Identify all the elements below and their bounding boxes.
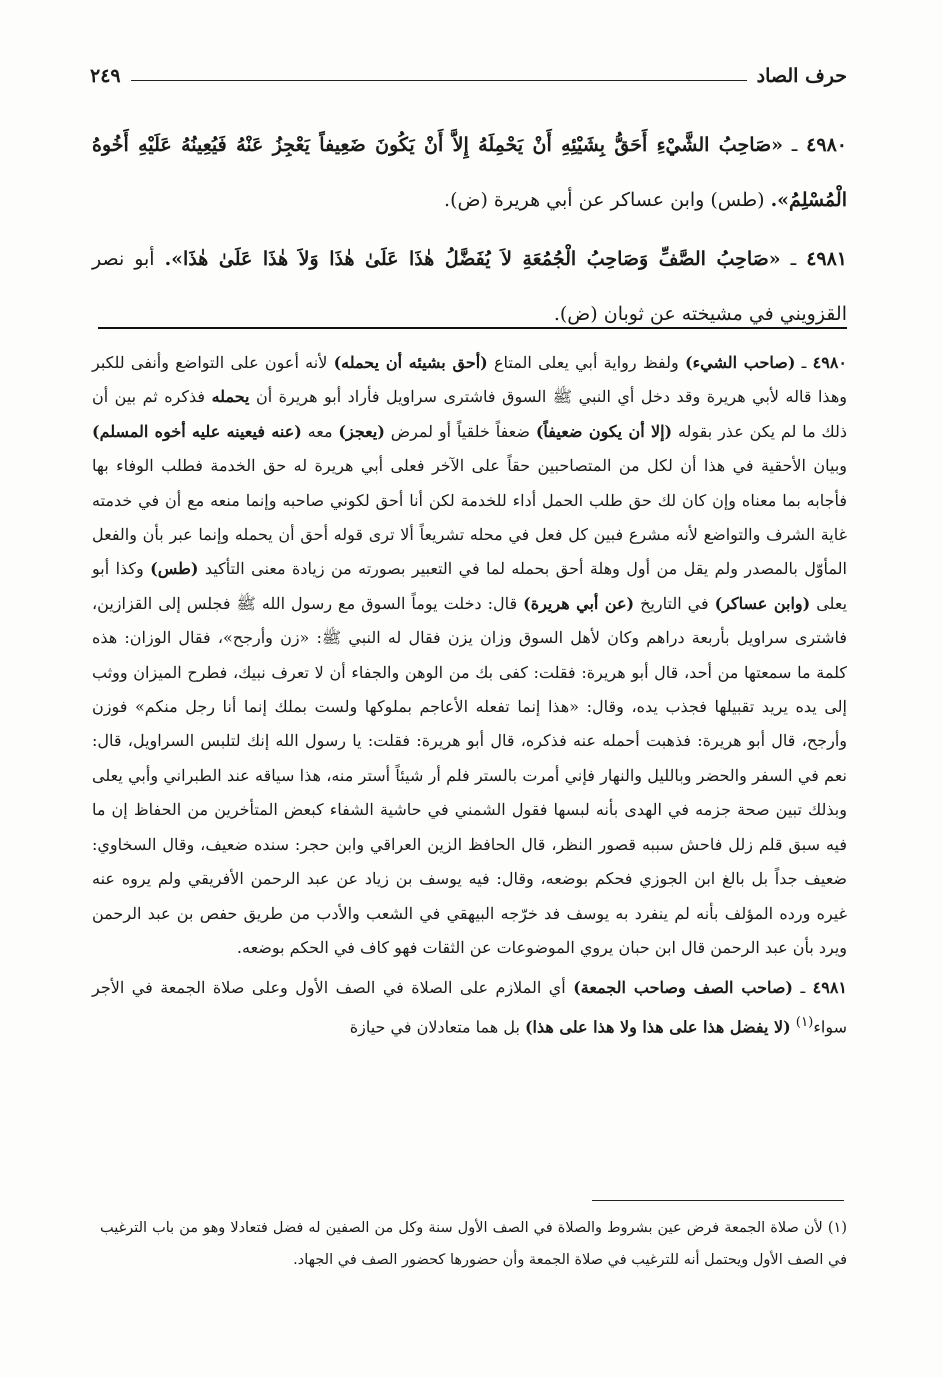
page-header xyxy=(90,58,847,94)
commentary-text: لأنه أعون على التواضع وأنفى للكبر وهذا قاله لأبي هريرة وقد دخل أي النبي ﷺ السوق فاشترى سراويل فأراد أبو هريرة أن xyxy=(92,353,847,407)
commentary-text: وبيان الأحقية في هذا أن لكل من المتصاحبين حقاً على الآخر فعلى أبي هريرة له حق الخدمة فطلب الوفاء بها فأجابه بما معناه وإن كان لك حق طلب الحمل أداء للخدمة لكن أنا أحق لكوني صاحبه وإنما منعه مع أن في خدمته غاية الشرف والتواضع لأنه مشرع فبين كل فعل في محله تشريعاً ألا ترى قوله أحق أن يحمله وإنما عبر بأن والفعل المأوّل بالمصدر ولم يقل من أول وهلة أحق بحمله لما في التعبير بصورته من زيادة معنى التأكيد xyxy=(92,456,847,579)
footnote-reference[interactable]: (١) xyxy=(795,1014,814,1030)
section-divider xyxy=(98,327,847,329)
commentary-text: أي الملازم على الصلاة في الصف الأول وعلى صلاة الجمعة في الأجر سواء xyxy=(92,978,847,1037)
commentary-text: قال: دخلت يوماً السوق مع رسول الله ﷺ فجلس إلى القزازين، فاشترى سراويل بأربعة دراهم وكان لأهل السوق وزان يزن فقال له النبي ﷺ: «زن وأرجح»، فقال الوزان: هذه كلمة ما سمعتها من أحد، قال أبو هريرة: فقلت: كفى بك من الوهن والجفاء أن لا تعرف نبيك، فطرح الميزان ووثب إلى يده يريد تقبيلها فجذب يده، وقال: «هذا إنما تفعله الأعاجم بملوكها ولست بملك إنما أنا رجل منكم» فوزن وأرجح، قال أبو هريرة: فذهبت أحمله عنه فذكره، قال أبو هريرة: فقلت: يا رسول الله إنك لتلبس السراويل، قال: نعم في السفر والحضر وبالليل والنهار فإني أمرت بالستر فلم أر شيئاً أستر منه، هذا سياقه عند الطبراني وأبي يعلى وبذلك تبين صحة جزمه في الهدى بأنه لبسها فقول الشمني في حاشية الشفاء كبعض المتأخرين من الحفاظ إن ما فيه سبق قلم زلل فاحش سببه قصور النظر، قال الحافظ الزين العراقي وابن حجر: سنده ضعيف، وقال السخاوي: ضعيف جداً بل بالغ ابن الجوزي فحكم بوضعه، وقال: فيه يوسف بن زياد عن عبد الرحمن الأفريقي ولم يروه عنه غيره ورده المؤلف بأنه لم ينفرد به يوسف فد خرّجه البيهقي في الشعب والأدب من طريق حفص بن عبد الرحمن ويرد بأن عبد الرحمن قال ابن حبان يروي الموضوعات عن الثقات فهو كاف في الحكم بوضعه. xyxy=(92,593,848,957)
header-rule xyxy=(131,80,747,81)
quoted-phrase: (إلا أن يكون ضعيفاً) xyxy=(535,421,673,441)
quoted-phrase: يحمله xyxy=(211,387,250,407)
quoted-phrase: (صاحب الشيء) xyxy=(685,353,796,372)
footnote-text: لأن صلاة الجمعة فرض عين بشروط والصلاة في الصف الأول سنة وكل من الصفين له فضل فتعادلا وهو من باب الترغيب في الصف الأول ويحتمل أنه للترغيب في صلاة الجمعة وأن حضورها كحضور الصف في الجهاد. xyxy=(100,1220,847,1268)
quoted-phrase: (عنه فيعينه عليه أخوه المسلم) xyxy=(92,421,302,441)
footnote-section xyxy=(100,1212,847,1276)
commentary-text: فذكره ثم بين أن ذلك ما لم يكن عذر بقوله xyxy=(92,387,848,441)
hadith-entry xyxy=(92,118,847,228)
entry-dash: ـ xyxy=(780,248,807,270)
hadith-entry xyxy=(92,232,847,342)
quoted-phrase: (لا يفضل هذا على هذا ولا هذا على هذا) xyxy=(524,1017,791,1037)
commentary-section xyxy=(92,346,847,1050)
quoted-phrase: (عن أبي هريرة) xyxy=(523,593,635,613)
running-title: حرف الصاد xyxy=(756,65,847,87)
quoted-phrase: (أحق بشيئه أن يحمله) xyxy=(333,353,488,372)
footnote xyxy=(100,1212,847,1276)
commentary-text: بل هما متعادلان في حيازة xyxy=(349,1017,525,1037)
commentary-entry xyxy=(92,346,847,965)
commentary-text: في التاريخ xyxy=(634,593,715,613)
entry-dash: ـ xyxy=(795,353,813,372)
hadith-number: ٤٩٨٠ xyxy=(806,134,847,156)
commentary-text: ولفظ رواية أبي يعلى المتاع xyxy=(487,353,686,372)
commentary-text: ضعفاً خلقياً أو لمرض xyxy=(384,421,536,441)
hadith-text: «صَاحِبُ الصَّفِّ وَصَاحِبُ الْجُمُعَةِ لاَ يُفَضَّلُ هٰذَا عَلَىٰ هٰذَا وَلاَ هٰذَا عَلَىٰ هٰذَا». xyxy=(164,248,781,270)
footnote-divider xyxy=(592,1200,844,1201)
quoted-phrase: (وابن عساكر) xyxy=(714,593,811,613)
commentary-number: ٤٩٨٠ xyxy=(812,353,848,372)
quoted-phrase: (يعجز) xyxy=(338,421,385,441)
entry-dash: ـ xyxy=(783,134,807,156)
hadith-text: «صَاحِبُ الشَّيْءِ أَحَقُّ بِشَيْئِهِ أَنْ يَحْمِلَهُ إِلاَّ أَنْ يَكُونَ ضَعِيفاً يَعْجِزُ عَنْهُ فَيُعِينُهُ عَلَيْهِ أَخُوهُ الْمُسْلِمُ». xyxy=(92,134,847,211)
hadith-source: (طس) وابن عساكر عن أبي هريرة (ض). xyxy=(444,189,771,211)
commentary-text: معه xyxy=(301,421,339,441)
commentary-number: ٤٩٨١ xyxy=(812,978,848,998)
commentary-entry xyxy=(92,971,847,1044)
hadith-number: ٤٩٨١ xyxy=(806,248,848,270)
quoted-phrase: (طس) xyxy=(150,559,199,579)
quoted-phrase: (صاحب الصف وصاحب الجمعة) xyxy=(573,978,794,998)
entry-dash: ـ xyxy=(793,978,813,998)
hadith-source: أبو نصر القزويني في مشيخته عن ثوبان (ض). xyxy=(92,248,847,325)
footnote-marker: (١) xyxy=(827,1220,847,1236)
page-number: ٢٤٩ xyxy=(90,65,121,87)
hadith-section xyxy=(92,118,847,346)
commentary-text: وكذا أبو يعلى xyxy=(92,559,848,613)
